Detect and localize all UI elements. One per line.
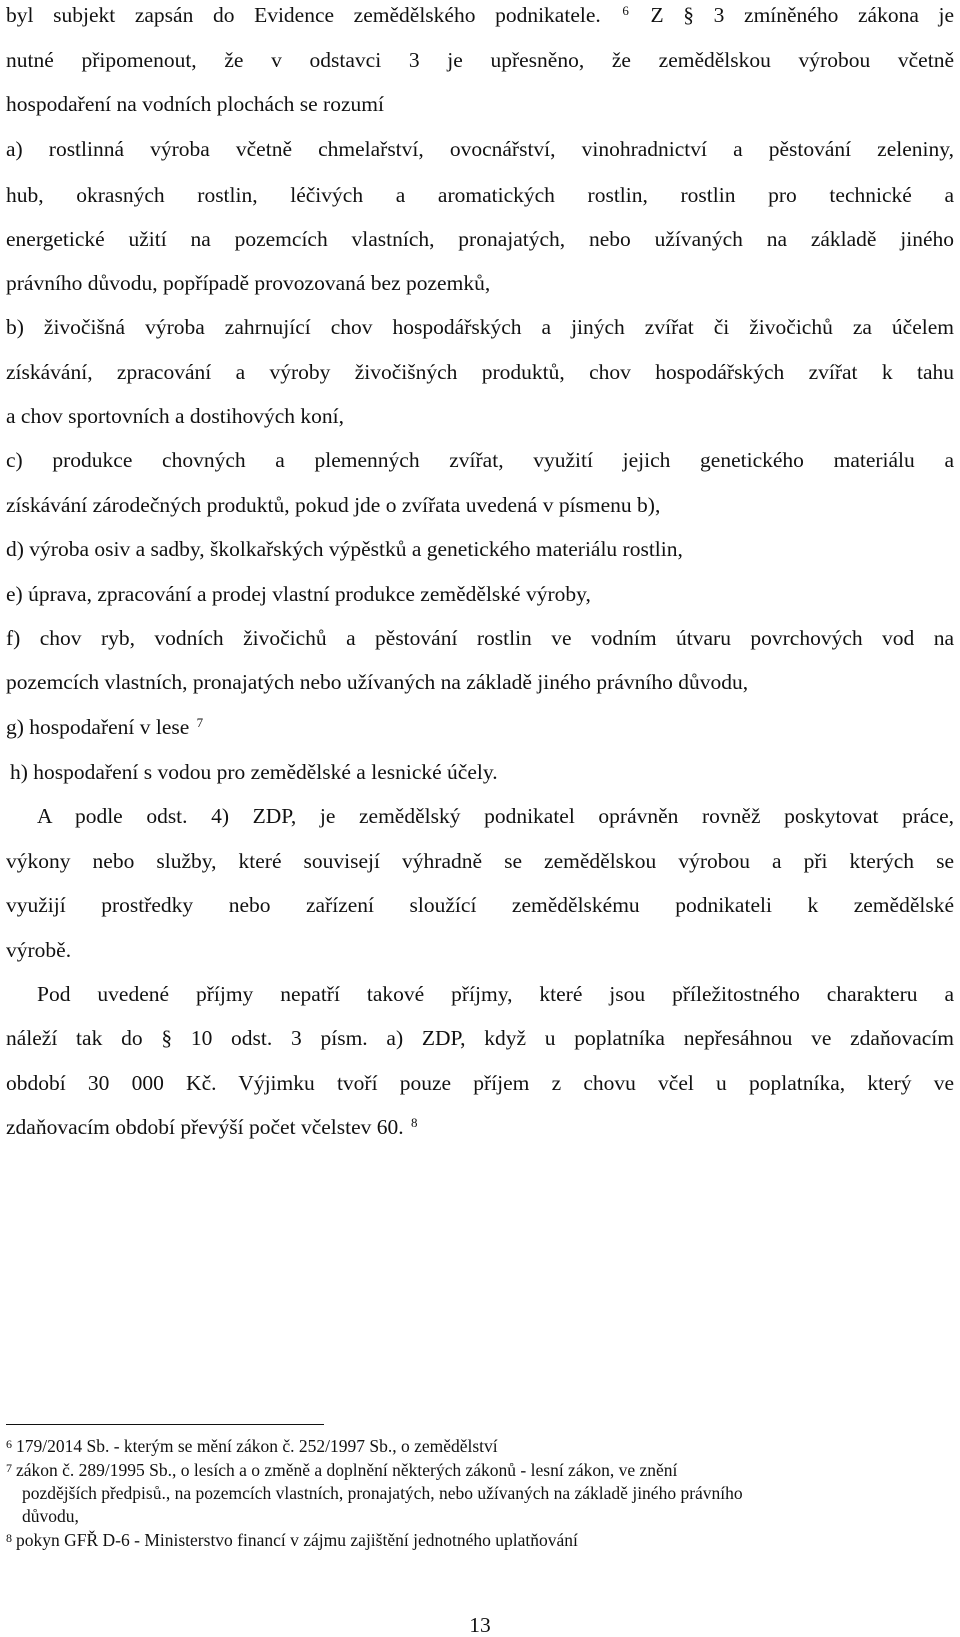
list-item-c-cont: získávání zárodečných produktů, pokud jde o zvířata uvedená v písmenu b), xyxy=(6,493,661,517)
footnote-text: pokyn GFŘ D-6 - Ministerstvo financí v zájmu zajištění jednotného uplatňování xyxy=(16,1530,578,1550)
footnote-text: 179/2014 Sb. - kterým se mění zákon č. 252/1997 Sb., o zemědělství xyxy=(16,1436,498,1456)
paragraph-line: období 30 000 Kč. Výjimku tvoří pouze příjem z chovu včel u poplatníka, který ve xyxy=(6,1071,954,1095)
footnote-marker: 8 xyxy=(6,1531,12,1545)
list-item-c: c) produkce chovných a plemenných zvířat, využití jejich genetického materiálu a xyxy=(6,448,954,472)
list-item-h: h) hospodaření s vodou pro zemědělské a lesnické účely. xyxy=(10,760,498,784)
list-item-b-cont: a chov sportovních a dostihových koní, xyxy=(6,404,344,428)
footnote-7 xyxy=(6,1459,952,1481)
footnote-8 xyxy=(6,1529,952,1551)
list-item-a-cont: energetické užití na pozemcích vlastních, pronajatých, nebo užívaných na základě jiného xyxy=(6,227,954,251)
footnote-ref-6[interactable]: 6 xyxy=(622,3,629,18)
text-segment: § 3 zmíněného zákona je xyxy=(683,3,954,27)
footnote-7-cont: pozdějších předpisů., na pozemcích vlastních, pronajatých, nebo užívaných na základě jiného právního xyxy=(22,1483,743,1503)
footnote-6 xyxy=(6,1435,952,1457)
footnote-text: zákon č. 289/1995 Sb., o lesích a o změně a doplnění některých zákonů - lesní zákon, ve znění xyxy=(16,1460,678,1480)
paragraph-line xyxy=(6,1112,954,1142)
list-item-f: f) chov ryb, vodních živočichů a pěstování rostlin ve vodním útvaru povrchových vod na xyxy=(6,626,954,650)
footnote-marker: 7 xyxy=(6,1461,12,1475)
paragraph-line: Pod uvedené příjmy nepatří takové příjmy, které jsou příležitostného charakteru a xyxy=(37,982,954,1006)
list-item-e: e) úprava, zpracování a prodej vlastní produkce zemědělské výroby, xyxy=(6,582,591,606)
paragraph-line: A podle odst. 4) ZDP, je zemědělský podnikatel oprávněn rovněž poskytovat práce, xyxy=(37,804,954,828)
text-segment: náleží tak do xyxy=(6,1026,143,1050)
page-number: 13 xyxy=(469,1613,491,1637)
text-segment: byl subjekt zapsán do Evidence zemědělského podnikatele. xyxy=(6,3,601,27)
paragraph-line: výkony nebo služby, které souvisejí výhradně se zemědělskou výrobou a při kterých se xyxy=(6,849,954,873)
footnote-separator xyxy=(6,1424,324,1425)
paragraph-line: nutné připomenout, že v odstavci 3 je upřesněno, že zemědělskou výrobou včetně xyxy=(6,48,954,72)
footnote-marker: 6 xyxy=(6,1437,12,1451)
list-item-d: d) výroba osiv a sadby, školkařských výpěstků a genetického materiálu rostlin, xyxy=(6,537,683,561)
list-item-a-cont: právního důvodu, popřípadě provozovaná bez pozemků, xyxy=(6,271,491,295)
list-item-f-cont: pozemcích vlastních, pronajatých nebo užívaných na základě jiného právního důvodu, xyxy=(6,670,749,694)
paragraph-line xyxy=(6,1023,954,1053)
paragraph-line: využijí prostředky nebo zařízení sloužící zemědělskému podnikateli k zemědělské xyxy=(6,893,954,917)
text-segment: § 10 odst. 3 písm. a) ZDP, když u poplatníka nepřesáhnou ve zdaňovacím xyxy=(161,1026,955,1050)
footnote-ref-7[interactable]: 7 xyxy=(196,715,204,730)
paragraph-line: byl subjekt zapsán do Evidence zemědělského podnikatele. $^6$ Z § 3 zmíněného zákona je xyxy=(6,3,954,27)
list-item-a-cont: hub, okrasných rostlin, léčivých a aromatických rostlin, rostlin pro technické a xyxy=(6,183,954,207)
paragraph-line: hospodaření na vodních plochách se rozumí xyxy=(6,92,384,116)
footnote-ref-8[interactable]: 8 xyxy=(411,1115,418,1130)
list-item-b: b) živočišná výroba zahrnující chov hospodářských a jiných zvířat či živočichů za účelem xyxy=(6,315,954,339)
list-item-a: a) rostlinná výroba včetně chmelařství, ovocnářství, vinohradnictví a pěstování zeleniny, xyxy=(6,137,954,161)
list-item-b-cont: získávání, zpracování a výroby živočišných produktů, chov hospodářských zvířat k tahu xyxy=(6,360,954,384)
list-item-g xyxy=(6,712,954,742)
footnote-7-cont: důvodu, xyxy=(22,1506,79,1526)
text-segment: g) hospodaření v lese xyxy=(6,715,190,739)
text-segment: zdaňovacím období převýší počet včelstev 60. xyxy=(6,1115,404,1139)
paragraph-line: výrobě. xyxy=(6,938,72,962)
